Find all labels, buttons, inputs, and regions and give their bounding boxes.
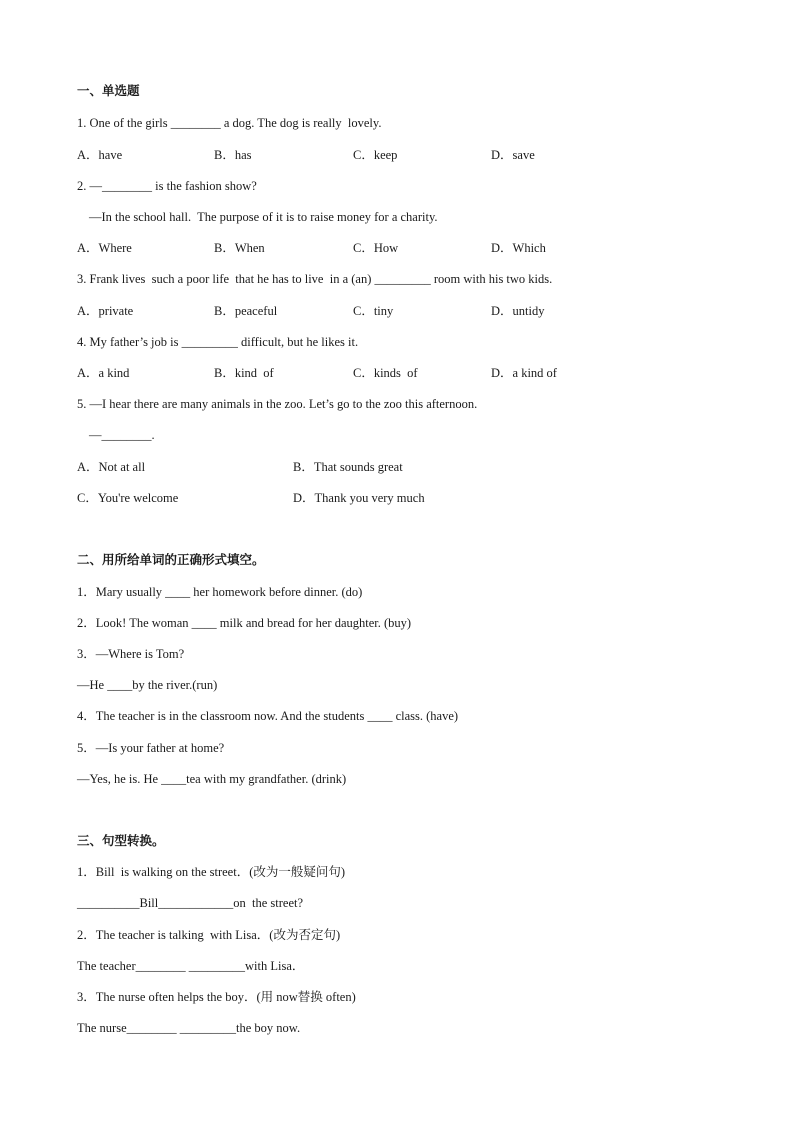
q1-option-a: A．have	[77, 148, 123, 162]
transform-line-5: 3．The nurse often helps the boy．(用 now替换 often)	[77, 990, 356, 1004]
q2-option-b: B．When	[214, 241, 265, 255]
fill-in-line-1: 1．Mary usually ____ her homework before dinner. (do)	[77, 585, 363, 599]
fill-in-line-2: 2．Look! The woman ____ milk and bread for her daughter. (buy)	[77, 616, 412, 630]
fill-in-line-6: 5．—Is your father at home?	[77, 741, 225, 755]
q5-option-b: B．That sounds great	[293, 460, 403, 474]
q2-option-c: C．How	[353, 241, 399, 255]
question-1-stem: 1. One of the girls ________ a dog. The dog is really lovely.	[77, 116, 382, 130]
fill-in-line-4: —He ____by the river.(run)	[77, 678, 218, 692]
q4-option-b: B．kind of	[214, 366, 274, 380]
question-5-stem-line2: —________.	[89, 428, 155, 442]
section-3-heading: 三、句型转换。	[77, 833, 165, 848]
q4-option-d: D．a kind of	[491, 366, 557, 380]
question-5-stem: 5. —I hear there are many animals in the zoo. Let’s go to the zoo this afternoon.	[77, 397, 478, 411]
q3-option-a: A．private	[77, 304, 134, 318]
transform-line-1: 1．Bill is walking on the street．(改为一般疑问句)	[77, 865, 346, 879]
question-4-stem: 4. My father’s job is _________ difficult, but he likes it.	[77, 335, 359, 349]
transform-line-6: The nurse________ _________the boy now.	[77, 1021, 301, 1035]
question-2-stem: 2. —________ is the fashion show?	[77, 179, 257, 193]
q1-option-b: B．has	[214, 148, 252, 162]
q5-option-a: A．Not at all	[77, 460, 146, 474]
fill-in-line-7: —Yes, he is. He ____tea with my grandfather. (drink)	[77, 772, 347, 786]
section-1-heading: 一、单选题	[77, 83, 140, 98]
q4-option-a: A．a kind	[77, 366, 130, 380]
section-2-heading: 二、用所给单词的正确形式填空。	[77, 552, 265, 567]
q1-option-c: C．keep	[353, 148, 398, 162]
transform-line-4: The teacher________ _________with Lisa．	[77, 959, 305, 973]
q4-option-c: C．kinds of	[353, 366, 418, 380]
transform-line-2: __________Bill____________on the street?	[77, 896, 304, 910]
question-3-stem: 3. Frank lives such a poor life that he has to live in a (an) _________ room with his two kids.	[77, 272, 553, 286]
q5-option-d: D．Thank you very much	[293, 491, 425, 505]
q2-option-d: D．Which	[491, 241, 546, 255]
transform-line-3: 2．The teacher is talking with Lisa．(改为否定句)	[77, 928, 341, 942]
fill-in-line-3: 3．—Where is Tom?	[77, 647, 185, 661]
q3-option-d: D．untidy	[491, 304, 545, 318]
q5-option-c: C．You're welcome	[77, 491, 179, 505]
q2-option-a: A．Where	[77, 241, 132, 255]
q3-option-b: B．peaceful	[214, 304, 278, 318]
question-2-stem-line2: —In the school hall. The purpose of it is to raise money for a charity.	[89, 210, 438, 224]
fill-in-line-5: 4．The teacher is in the classroom now. And the students ____ class. (have)	[77, 709, 459, 723]
q3-option-c: C．tiny	[353, 304, 394, 318]
q1-option-d: D．save	[491, 148, 535, 162]
